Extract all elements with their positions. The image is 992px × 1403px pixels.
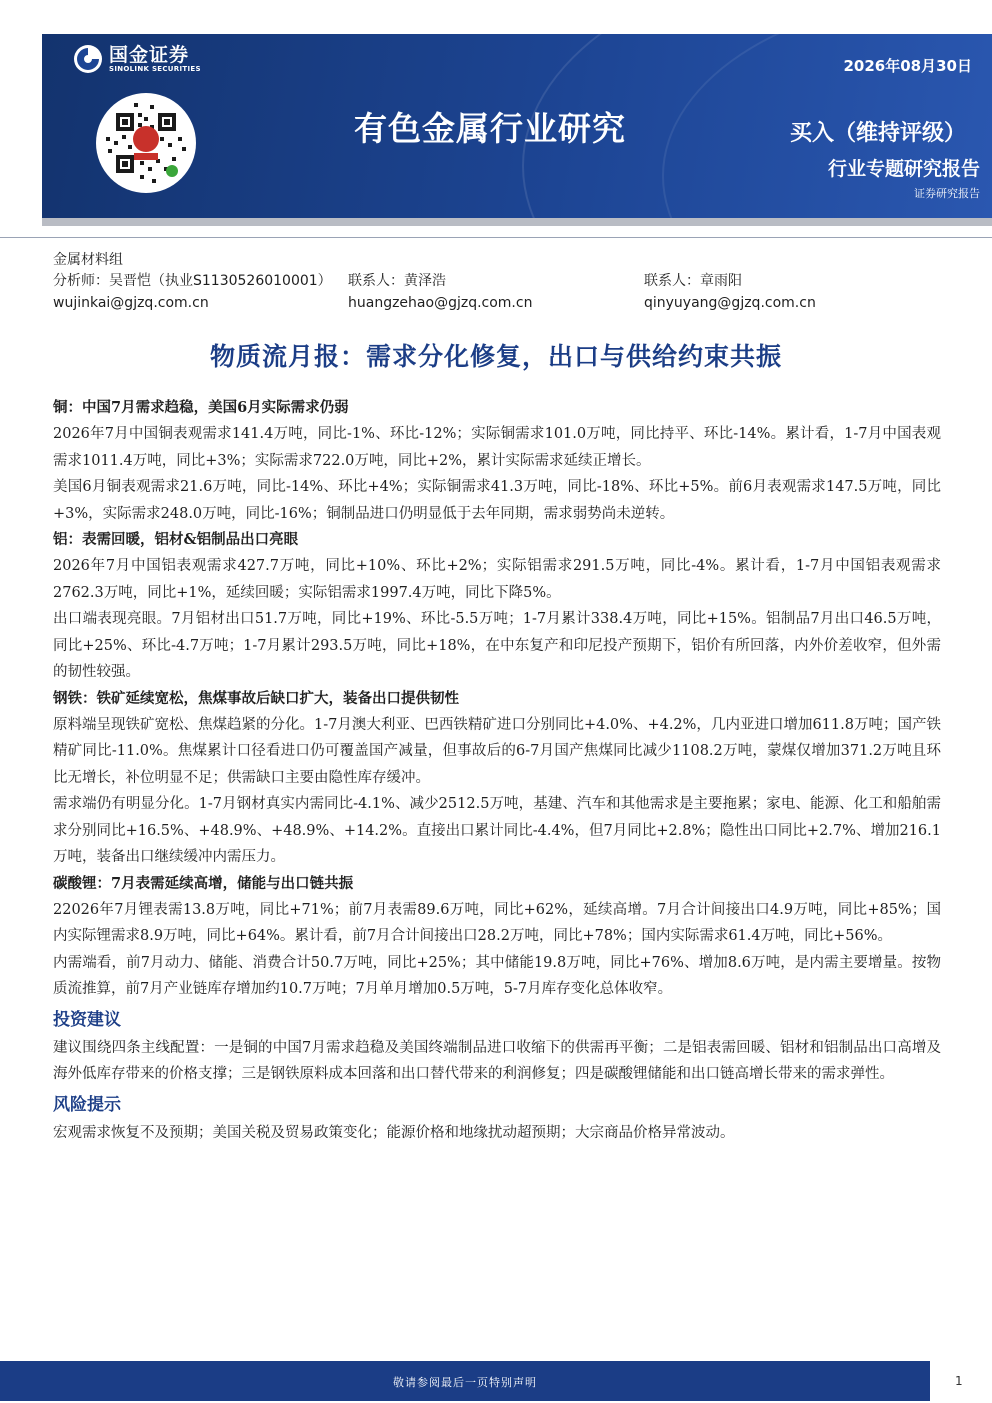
section-heading-steel: 钢铁：铁矿延续宽松，焦煤事故后缺口扩大，装备出口提供韧性 xyxy=(53,689,459,707)
report-date: 2026年08月30日 xyxy=(843,57,972,75)
analyst-name: 分析师：吴晋恺（执业S1130526010001） xyxy=(53,273,332,289)
section-heading-aluminum: 铝：表需回暖，铝材&铝制品出口亮眼 xyxy=(53,531,299,548)
report-body xyxy=(53,395,941,1146)
paragraph: 宏观需求恢复不及预期；美国关税及贸易政策变化；能源价格和地缘扰动超预期；大宗商品价格异常波动。 xyxy=(53,1124,735,1141)
qr-code-icon[interactable] xyxy=(94,91,198,195)
paragraph: 建议围绕四条主线配置：一是铜的中国7月需求趋稳及美国终端制品进口收缩下的供需再平衡；二是铝表需回暖、铝材和铝制品出口高增及海外低库存带来的价格支撑；三是钢铁原料成本回落和出口替代带来的利润修复；四是碳酸锂储能和出口链高增长带来的需求弹性。 xyxy=(53,1039,941,1082)
footer-disclaimer[interactable]: 敬请参阅最后一页特别声明 xyxy=(393,1376,537,1389)
header-divider xyxy=(0,237,992,238)
analyst-block xyxy=(53,270,332,314)
report-subtype: 证券研究报告 xyxy=(914,187,980,200)
contact-block xyxy=(644,270,816,314)
section-heading-lithium: 碳酸锂：7月表需延续高增，储能与出口链共振 xyxy=(53,874,354,892)
paragraph: 内需端看，前7月动力、储能、消费合计50.7万吨，同比+25%；其中储能19.8万吨，同比+76%、增加8.6万吨，是内需主要增量。按物质流推算，前7月产业链库存增加约10.7万吨；7月单月增加0.5万吨，5-7月库存变化总体收窄。 xyxy=(53,954,941,997)
contact-name: 联系人：章雨阳 xyxy=(644,273,742,289)
section-heading-investment: 投资建议 xyxy=(53,1009,121,1030)
industry-title: 有色金属行业研究 xyxy=(354,109,626,148)
report-title: 物质流月报：需求分化修复，出口与供给约束共振 xyxy=(209,342,782,371)
analyst-email[interactable]: wujinkai@gjzq.com.cn xyxy=(53,295,209,311)
report-type: 行业专题研究报告 xyxy=(827,158,980,180)
paragraph: 2026年7月中国铝表观需求427.7万吨，同比+10%、环比+2%；实际铝需求291.5万吨，同比-4%。累计看，1-7月中国铝表观需求2762.3万吨，同比+1%，延续回暖；实际铝需求1997.4万吨，同比下降5%。 xyxy=(53,558,941,601)
contact-name: 联系人：黄泽浩 xyxy=(348,273,446,289)
contact-block xyxy=(348,270,532,314)
company-logo xyxy=(73,43,201,75)
sinolink-logo-icon xyxy=(73,44,103,74)
paragraph: 原料端呈现铁矿宽松、焦煤趋紧的分化。1-7月澳大利亚、巴西铁精矿进口分别同比+4.0%、+4.2%，几内亚进口增加611.8万吨；国产铁精矿同比-11.0%。焦煤累计口径看进口仍可覆盖国产减量，但事故后的6-7月国产焦煤同比减少1108.2万吨，蒙煤仅增加371.2万吨且环比无增长，补位明显不足；供需缺口主要由隐性库存缓冲。 xyxy=(53,716,941,786)
logo-name-cn: 国金证券 xyxy=(109,43,190,66)
paragraph: 22026年7月锂表需13.8万吨，同比+71%；前7月表需89.6万吨，同比+62%，延续高增。7月合计间接出口4.9万吨，同比+85%；国内实际锂需求8.9万吨，同比+64%。累计看，前7月合计间接出口28.2万吨，同比+78%；国内实际需求61.4万吨，同比+56%。 xyxy=(53,901,941,944)
team-name: 金属材料组 xyxy=(53,252,123,268)
logo-name-en: SINOLINK SECURITIES xyxy=(109,64,201,73)
paragraph: 美国6月铜表观需求21.6万吨，同比-14%、环比+4%；实际铜需求41.3万吨，同比-18%、环比+5%。前6月表观需求147.5万吨，同比+3%，实际需求248.0万吨，同比-16%；铜制品进口仍明显低于去年同期，需求弱势尚未逆转。 xyxy=(53,479,941,522)
contact-email[interactable]: huangzehao@gjzq.com.cn xyxy=(348,295,533,311)
section-heading-risk: 风险提示 xyxy=(53,1094,121,1115)
rating-badge: 买入（维持评级） xyxy=(789,121,966,146)
page-number: 1 xyxy=(955,1374,963,1388)
paragraph: 2026年7月中国铜表观需求141.4万吨，同比-1%、环比-12%；实际铜需求101.0万吨，同比持平、环比-14%。累计看，1-7月中国表观需求1011.4万吨，同比+3%；实际需求722.0万吨，同比+2%，累计实际需求延续正增长。 xyxy=(53,426,941,469)
section-heading-copper: 铜：中国7月需求趋稳，美国6月实际需求仍弱 xyxy=(53,399,349,416)
contact-email[interactable]: qinyuyang@gjzq.com.cn xyxy=(644,295,816,311)
paragraph: 出口端表现亮眼。7月铝材出口51.7万吨，同比+19%、环比-5.5万吨；1-7月累计338.4万吨，同比+15%。铝制品7月出口46.5万吨，同比+25%、环比-4.7万吨；1-7月累计293.5万吨，同比+18%，在中东复产和印尼投产预期下，铝价有所回落，内外价差收窄，但外需的韧性较强。 xyxy=(53,611,941,680)
paragraph: 需求端仍有明显分化。1-7月钢材真实内需同比-4.1%、减少2512.5万吨，基建、汽车和其他需求是主要拖累；家电、能源、化工和船舶需求分别同比+16.5%、+48.9%、+48.9%、+14.2%。直接出口累计同比-4.4%，但7月同比+2.8%；隐性出口同比+2.7%、增加216.1万吨，装备出口继续缓冲内需压力。 xyxy=(53,796,941,865)
